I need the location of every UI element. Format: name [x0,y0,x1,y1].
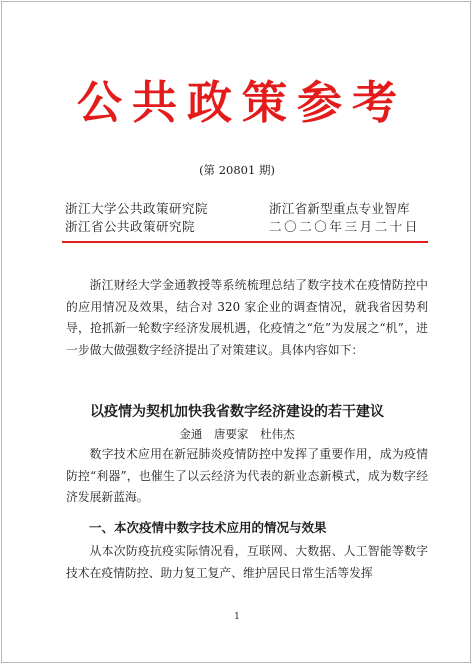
body-paragraph-2: 从本次防疫抗疫实际情况看，互联网、大数据、人工智能等数字技术在疫情防控、助力复工复产、维护居民日常生活等发挥 [66,544,428,580]
document-authors: 金通 唐要家 杜伟杰 [179,427,295,441]
intro-paragraph: 浙江财经大学金通教授等系统梳理总结了数字技术在疫情防控中的应用情况及效果，结合对 320 家企业的调查情况，就我省因势利导，抢抓新一轮数字经济发展机遇，化疫情之“危”为发展之“机”，进一步做大做强数字经济提出了对策建议。具体内容如下： [66,278,428,357]
section-heading-1: 一、本次疫情中数字技术应用的情况与效果 [89,520,327,535]
publisher-right-line-1: 浙江省新型重点专业智库 [269,201,410,216]
publisher-left-line-2: 浙江省公共政策研究院 [65,219,196,234]
issue-number: (第 20801 期) [199,163,275,177]
publication-date: 二〇二〇年三月二十日 [269,219,421,234]
masthead-title: 公共政策参考 [76,76,407,129]
body-paragraph-1: 数字技术应用在新冠肺炎疫情防控中发挥了重要作用，成为疫情防控“利器”，也催生了以云经济为代表的新业态新模式，成为数字经济发展新蓝海。 [66,447,428,505]
page-number: 1 [234,612,240,622]
red-divider-rule [62,241,428,243]
document-title: 以疫情为契机加快我省数字经济建设的若干建议 [90,404,384,420]
publisher-left-line-1: 浙江大学公共政策研究院 [65,201,209,216]
